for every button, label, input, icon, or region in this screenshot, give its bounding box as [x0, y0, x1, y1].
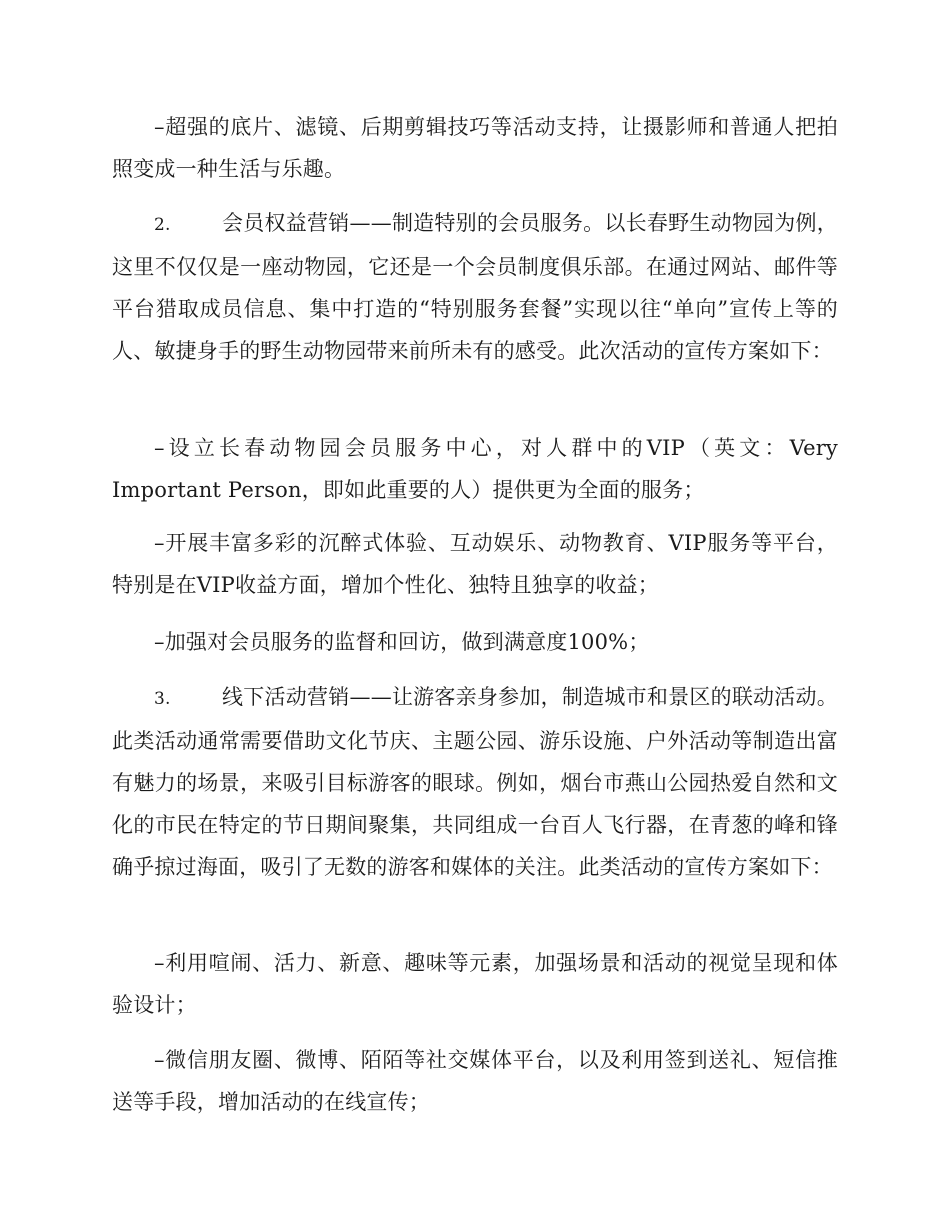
- paragraph-text: –利用喧闹、活力、新意、趣味等元素，加强场景和活动的视觉呈现和体验设计；: [112, 951, 838, 1017]
- paragraph-vip-center: [112, 427, 838, 511]
- paragraph-supervision: [112, 621, 838, 663]
- list-number: 3.: [154, 689, 171, 709]
- paragraph-member-marketing: [112, 202, 838, 372]
- list-number: 2.: [154, 215, 171, 235]
- paragraph-immersive-experience: [112, 522, 838, 606]
- paragraph-text: 线下活动营销——让游客亲身参加，制造城市和景区的联动活动。此类活动通常需要借助文化节庆、主题公园、游乐设施、户外活动等制造出富有魅力的场景，来吸引目标游客的眼球。例如，烟台市燕山公园热爱自然和文化的市民在特定的节日期间聚集，共同组成一台百人飞行器，在青葱的峰和锋确乎掠过海面，吸引了无数的游客和媒体的关注。此类活动的宣传方案如下：: [112, 685, 838, 879]
- paragraph-visual-design: [112, 942, 838, 1026]
- paragraph-text: –设立长春动物园会员服务中心，对人群中的VIP（英文：Very Important Person，即如此重要的人）提供更为全面的服务；: [112, 436, 838, 502]
- paragraph-photo-support: [112, 106, 838, 190]
- paragraph-offline-marketing: [112, 676, 838, 888]
- paragraph-text: 会员权益营销——制造特别的会员服务。以长春野生动物园为例，这里不仅仅是一座动物园，它还是一个会员制度俱乐部。在通过网站、邮件等平台猎取成员信息、集中打造的“特别服务套餐”实现以往“单向”宣传上等的人、敏捷身手的野生动物园带来前所未有的感受。此次活动的宣传方案如下：: [112, 211, 838, 363]
- paragraph-text: –开展丰富多彩的沉醉式体验、互动娱乐、动物教育、VIP服务等平台，特别是在VIP收益方面，增加个性化、独特且独享的收益；: [112, 531, 838, 597]
- paragraph-social-media: [112, 1039, 838, 1123]
- paragraph-text: –微信朋友圈、微博、陌陌等社交媒体平台，以及利用签到送礼、短信推送等手段，增加活动的在线宣传；: [112, 1048, 838, 1114]
- paragraph-text: –超强的底片、滤镜、后期剪辑技巧等活动支持，让摄影师和普通人把拍照变成一种生活与乐趣。: [112, 115, 838, 181]
- paragraph-text: –加强对会员服务的监督和回访，做到满意度100%；: [154, 630, 650, 654]
